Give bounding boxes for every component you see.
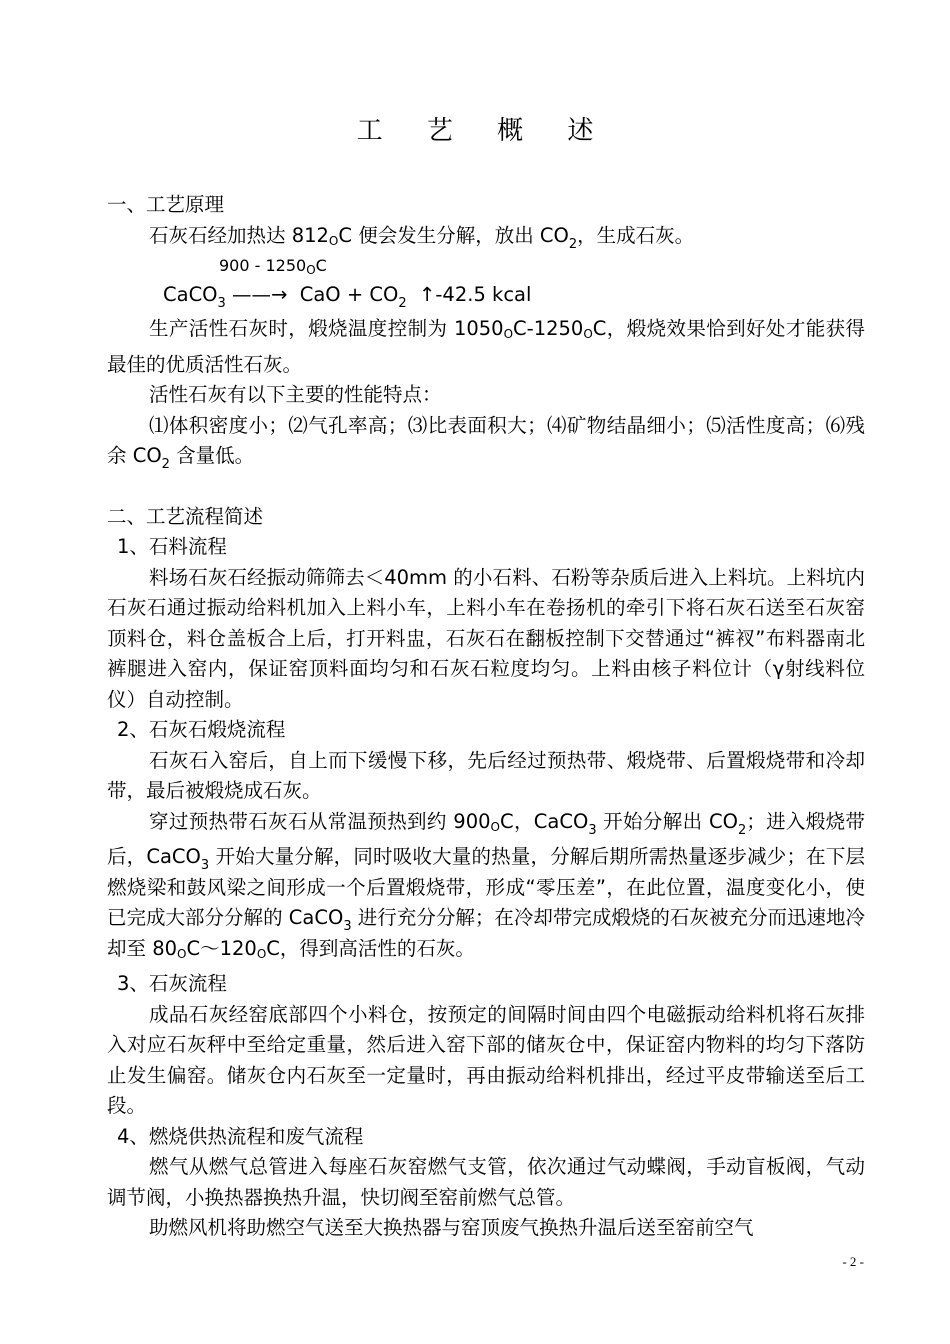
paragraph-features-list: ⑴体积密度小；⑵气孔率高；⑶比表面积大；⑷矿物结晶细小；⑸活性度高；⑹残余 $CO_2$ 含量低。 bbox=[107, 413, 865, 472]
paragraph-stone-flow: 料场石灰石经振动筛筛去＜40mm 的小石料、石粉等杂质后进入上料坑。上料坑内石灰石通过振动给料机加入上料小车，上料小车在卷扬机的牵引下将石灰石送至石灰窑顶料仓，料仓盖板合上后，打开料盅，石灰石在翻板控制下交替通过“裤衩”布料器南北裤腿进入窑内，保证窑顶料面均匀和石灰石粒度均匀。上料由核子料位计（γ射线料位仪）自动控制。 bbox=[107, 565, 865, 711]
subheading-lime-flow: 3、石灰流程 bbox=[117, 972, 227, 995]
section-heading-principle: 一、工艺原理 bbox=[107, 193, 225, 216]
paragraph-calcination-flow-1: 石灰石入窑后，自上而下缓慢下移，先后经过预热带、煅烧带、后置煅烧带和冷却带，最后被煅烧成石灰。 bbox=[107, 748, 865, 802]
section-heading-process: 二、工艺流程简述 bbox=[107, 504, 264, 528]
paragraph-features-intro: 活性石灰有以下主要的性能特点： bbox=[149, 383, 442, 406]
subheading-calcination-flow: 2、石灰石煅烧流程 bbox=[117, 718, 286, 741]
document-body bbox=[107, 190, 865, 1244]
paragraph-lime-flow: 成品石灰经窑底部四个小料仓，按预定的间隔时间由四个电磁振动给料机将石灰排入对应石灰秤中至给定重量，然后进入窑下部的储灰仓中，保证窑内物料的均匀下落防止发生偏窑。储灰仓内石灰至一定量时，再由振动给料机排出，经过平皮带输送至后工段。 bbox=[107, 1002, 865, 1117]
reaction-equation bbox=[107, 258, 865, 314]
reaction-formula: CaCO$_3$ ——→ CaO + $CO_2$ ↑-42.5 kcal bbox=[163, 283, 532, 311]
paragraph-gas-flow: 燃气从燃气总管进入每座石灰窑燃气支管，依次通过气动蝶阀，手动盲板阀，气动调节阀，小换热器换热升温，快切阀至窑前燃气总管。 bbox=[107, 1155, 865, 1209]
subheading-combustion-flow: 4、燃烧供热流程和废气流程 bbox=[117, 1124, 364, 1148]
paragraph-calcination-temp: 生产活性石灰时，煅烧温度控制为 1050OC-1250OC，煅烧效果恰到好处才能获得最佳的优质活性石灰。 bbox=[107, 317, 865, 376]
paragraph-calcination-flow-2: 穿过预热带石灰石从常温预热到约 900OC，CaCO$_3$ 开始分解出 $CO_2$；进入煅烧带后，CaCO$_3$ 开始大量分解，同时吸收大量的热量，分解后期所需热量逐步减少；在下层燃烧梁和鼓风梁之间形成一个后置煅烧带，形成“零压差”，在此位置，温度变化小，使已完成大部分分解的 CaCO$_3$ 进行充分分解；在冷却带完成煅烧的石灰被充分而迅速地冷却至 80OC～120OC，得到高活性的石灰。 bbox=[107, 809, 866, 961]
page-title: 工 艺 概 述 bbox=[356, 116, 612, 146]
page-number: - 2 - bbox=[842, 1254, 864, 1269]
paragraph-decomposition: 石灰石经加热达 812OC 便会发生分解，放出 $CO_2$，生成石灰。 bbox=[149, 223, 695, 252]
paragraph-air-flow: 助燃风机将助燃空气送至大换热器与窑顶废气换热升温后送至窑前空气 bbox=[149, 1216, 754, 1239]
reaction-condition: 900 - 1250OC bbox=[219, 256, 327, 277]
subheading-stone-flow: 1、石料流程 bbox=[117, 535, 227, 558]
